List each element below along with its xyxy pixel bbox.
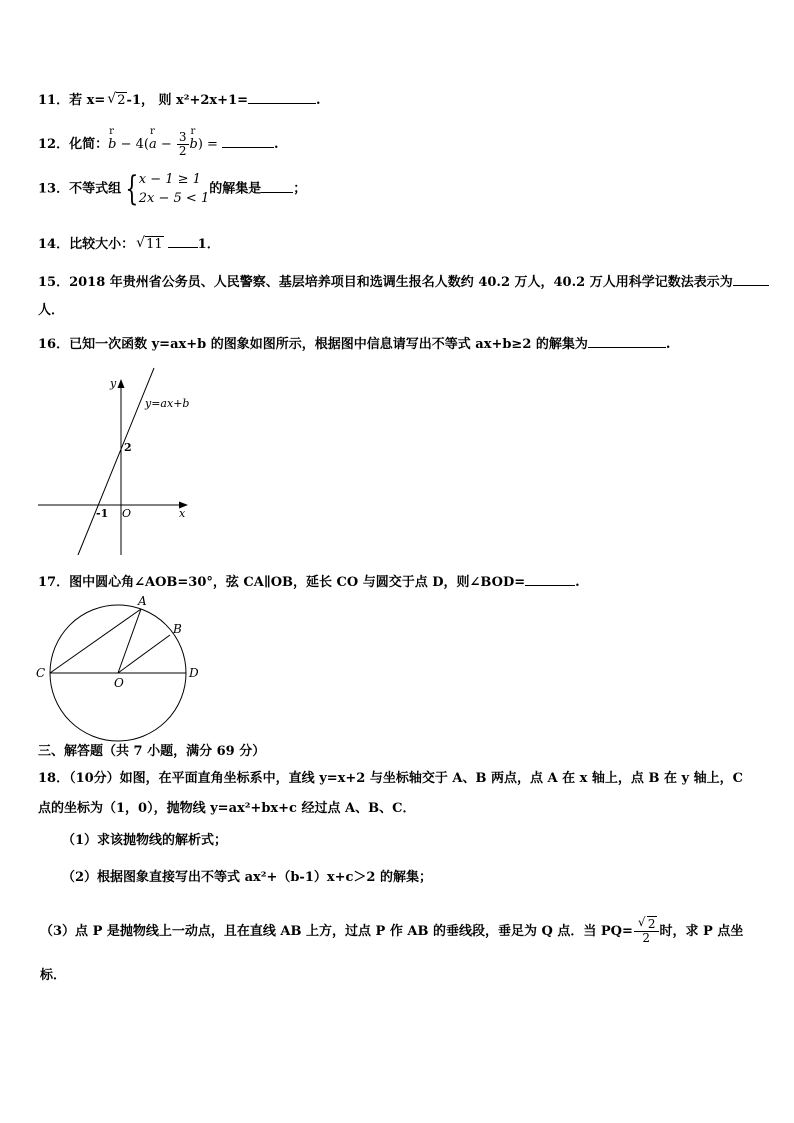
question-17: 17．图中圆心角∠AOB=30°，弦 CA∥OB，延长 CO 与圆交于点 D，则∠BOD= .: [38, 571, 580, 592]
answer-blank: [525, 571, 575, 586]
question-18-part2: （2）根据图象直接写出不等式 ax²+（b-1）x+c＞2 的解集；: [62, 870, 432, 885]
question-14: 14．比较大小： √ 11 1．: [38, 235, 220, 252]
question-number: 17．: [38, 575, 70, 590]
question-number: 16．: [38, 337, 70, 352]
answer-blank: [222, 133, 274, 148]
y-axis-label: y: [110, 377, 117, 390]
brace-icon: {: [125, 169, 139, 209]
question-15: 15．2018 年贵州省公务员、人民警察、基层培养项目和选调生报名人数约 40.2 万人，40.2 万人用科学记数法表示为: [38, 271, 769, 292]
answer-blank: [248, 89, 316, 104]
point-c-label: C: [36, 666, 46, 680]
chord-ca: [50, 609, 141, 673]
y-tick-label: 2: [124, 441, 132, 454]
question-13: 13．不等式组 { x − 1 ≥ 1 2x − 5 < 1 的解集是 ；: [38, 169, 307, 209]
question-number: 12．: [38, 137, 70, 152]
sqrt-expression: √ 2: [637, 915, 656, 931]
sqrt-expression: √ 2: [107, 91, 126, 108]
point-b-label: B: [173, 622, 182, 636]
question-18-part3-continued: 标．: [40, 968, 67, 983]
function-line: [78, 368, 154, 555]
question-number: 13．: [38, 181, 70, 197]
x-axis-label: x: [179, 507, 186, 520]
question-15-continued: 人．: [38, 303, 65, 318]
fraction: √ 2 2: [634, 918, 659, 945]
y-axis-arrow-icon: [118, 379, 125, 388]
linear-function-graph: [30, 365, 200, 560]
question-16: 16．已知一次函数 y=ax+b 的图象如图所示，根据图中信息请写出不等式 ax+b≥2 的解集为 .: [38, 333, 670, 354]
answer-blank: [168, 233, 198, 248]
question-number: 11．: [38, 93, 70, 108]
fraction: $\frac{3}{2}$: [178, 130, 187, 158]
x-tick-label: -1: [96, 507, 109, 520]
question-12: 12．化简：r b − 4(r a − $\frac{3}{2}$ r b) = .: [38, 131, 278, 158]
answer-blank: [733, 271, 769, 286]
sqrt-expression: √ 11: [136, 235, 163, 252]
question-18-part3: （3）点 P 是抛物线上一动点，且在直线 AB 上方，过点 P 作 AB 的垂线段，垂足为 Q 点．当 PQ= √ 2 2 时，求 P 点坐: [40, 915, 744, 945]
point-d-label: D: [189, 666, 199, 680]
circle-figure: [30, 590, 210, 745]
answer-blank: [261, 178, 293, 193]
radius-oa: [118, 609, 141, 673]
point-o-label: O: [114, 676, 124, 690]
inequality-system: x − 1 ≥ 1 2x − 5 < 1: [138, 172, 210, 206]
point-a-label: A: [138, 594, 147, 608]
question-number: 14．: [38, 237, 70, 252]
question-18-line1: 18．（10分）如图，在平面直角坐标系中，直线 y=x+2 与坐标轴交于 A、B 两点，点 A 在 x 轴上，点 B 在 y 轴上，C: [38, 771, 743, 786]
question-11: 11．若 x= √ 2-1， 则 x²+2x+1= .: [38, 91, 321, 108]
radius-ob: [118, 635, 170, 673]
answer-blank: [588, 333, 666, 348]
section-heading: 三、解答题（共 7 小题，满分 69 分）: [38, 744, 266, 759]
origin-label: O: [122, 507, 132, 520]
question-number: 15．: [38, 275, 70, 290]
question-18-line2: 点的坐标为（1，0），抛物线 y=ax²+bx+c 经过点 A、B、C．: [38, 801, 416, 816]
line-label: y=ax+b: [145, 397, 190, 410]
question-18-part1: （1）求该抛物线的解析式；: [62, 833, 228, 848]
